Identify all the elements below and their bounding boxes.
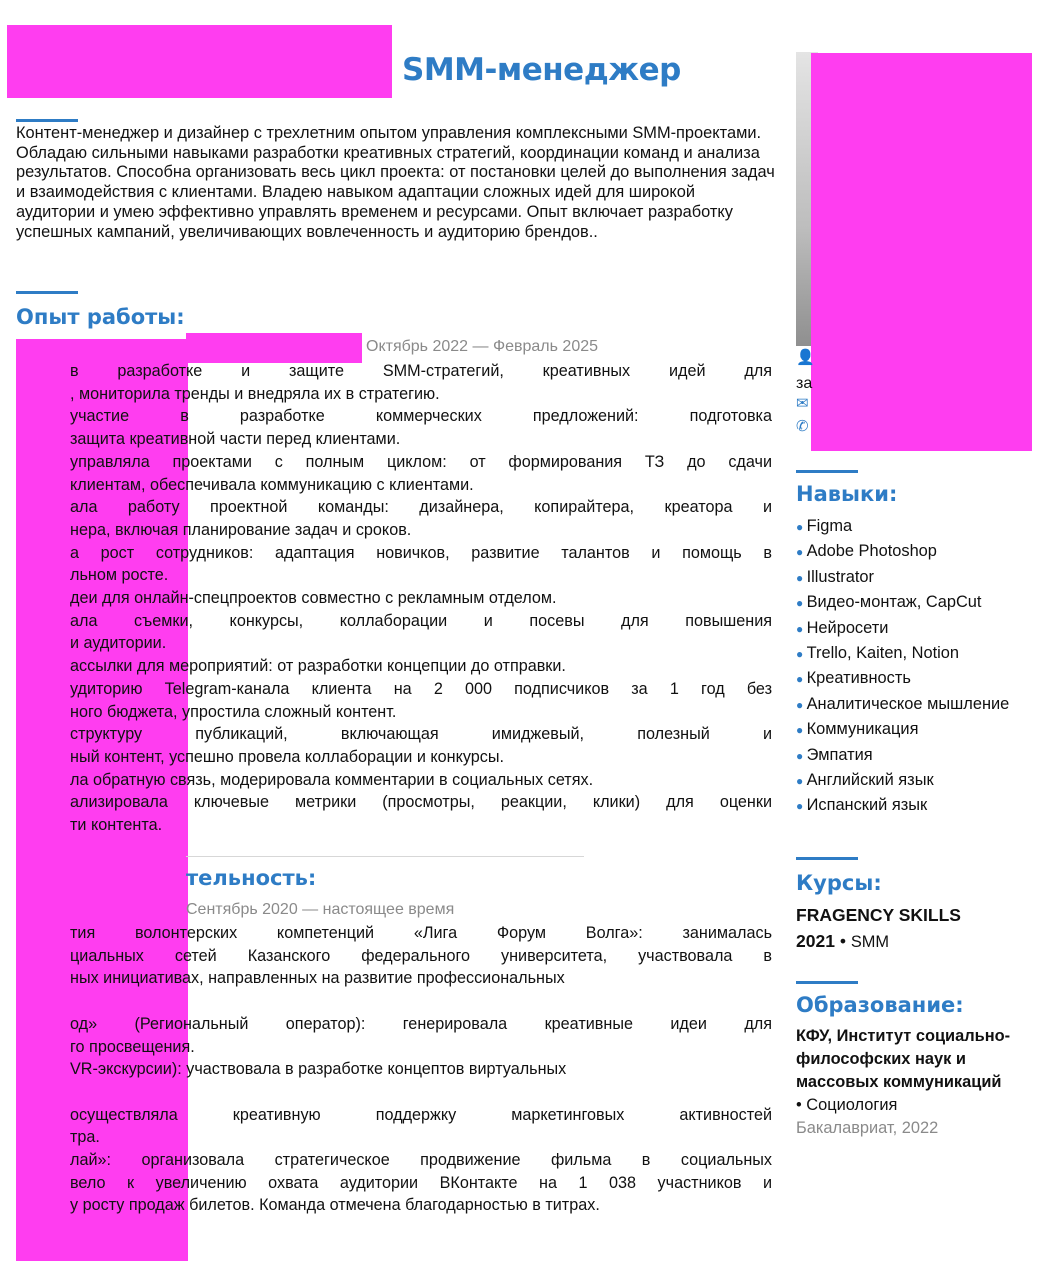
description-line: го просвещения.	[70, 1037, 195, 1056]
description-line: клиентам, обеспечивала коммуникацию с клиентами.	[70, 475, 474, 494]
bullet-icon: ●	[796, 697, 807, 712]
description-line: ала съемки, конкурсы, коллаборации и посевы для повышения	[70, 611, 772, 630]
skill-label: Видео-монтаж, CapCut	[806, 593, 982, 612]
description-line: тия волонтерских компетенций «Лига Форум Волга»: занималась	[70, 924, 772, 942]
summary-text: Контент-менеджер и дизайнер с трехлетним опытом управления комплексными SMM-проектами. Обладаю сильными навыками разработки креативных стратегий, координации команд и анализа результатов. Способна организовать весь цикл проекта: от постановки целей до выполнения задач и взаимодействия с клиентами. Владею навыком адаптации сложных идей для широкой аудитории и умею эффективно управлять временем и ресурсами. Опыт включает разработку успешных кампаний, увеличивающих вовлеченность и аудиторию брендов..	[16, 124, 775, 241]
redacted-company-block	[186, 333, 362, 363]
description-line: в разработке и защите SMM-стратегий, креативных идей для	[70, 362, 772, 380]
skill-label: Креативность	[806, 669, 911, 688]
education-major: Социология	[806, 1096, 898, 1114]
description-line: ассылки для мероприятий: от разработки концепции до отправки.	[70, 657, 566, 676]
location-text: за	[796, 375, 813, 392]
skill-label: Illustrator	[806, 567, 874, 586]
description-line: од» (Региональный оператор): генерировала креативные идеи для	[70, 1014, 772, 1033]
skill-label: Нейросети	[806, 618, 889, 637]
education-entry	[796, 1025, 1034, 1140]
bullet-icon: ●	[796, 596, 807, 611]
skill-label: Adobe Photoshop	[806, 542, 937, 561]
education-accent-line	[796, 981, 858, 984]
description-line: нера, включая планирование задач и сроков.	[70, 520, 412, 539]
description-line: деи для онлайн-спецпроектов совместно с рекламным отделом.	[70, 589, 557, 608]
bullet-icon: ●	[796, 773, 807, 788]
skill-item	[796, 794, 1031, 817]
skill-item	[796, 540, 1031, 563]
skill-label: Английский язык	[806, 770, 934, 789]
bullet-icon: ●	[796, 748, 807, 763]
bullet-icon: ●	[796, 672, 807, 687]
activity-description	[70, 922, 772, 1217]
description-line: ала работу проектной команды: дизайнера, копирайтера, креатора и	[70, 498, 772, 517]
skill-item	[796, 744, 1031, 767]
skill-item	[796, 667, 1031, 690]
description-line: ного бюджета, упростила сложный контент.	[70, 702, 397, 721]
skills-list	[796, 515, 1031, 820]
skill-item	[796, 693, 1031, 716]
bullet-icon: ●	[796, 621, 807, 636]
description-line: защита креативной части перед клиентами.	[70, 430, 401, 449]
skill-item	[796, 769, 1031, 792]
bullet-icon: ●	[796, 646, 807, 661]
description-line: льном росте.	[70, 566, 169, 585]
education-degree: Бакалавриат, 2022	[796, 1119, 939, 1137]
description-line: лай»: организовала стратегическое продвижение фильма в социальных	[70, 1151, 772, 1170]
education-heading: Образование:	[796, 993, 964, 1017]
experience-accent-line	[16, 291, 78, 294]
person-icon: 👤	[796, 349, 815, 366]
description-line: ла обратную связь, модерировала комментарии в социальных сетях.	[70, 770, 594, 789]
page-title: SMM-менеджер	[402, 52, 681, 88]
course-bullet: •	[839, 931, 851, 951]
description-line	[70, 990, 772, 1013]
description-line: структуру публикаций, включающая имиджевый, полезный и	[70, 725, 772, 744]
education-major-row: • Социология	[796, 1096, 898, 1114]
experience-dates: Октябрь 2022 — Февраль 2025	[366, 338, 599, 355]
courses-heading: Курсы:	[796, 871, 882, 895]
skill-item	[796, 642, 1031, 665]
skill-label: Аналитическое мышление	[806, 694, 1010, 713]
description-line: вело к увеличению охвата аудитории ВКонтакте на 1 038 участников и	[70, 1173, 772, 1192]
skill-item	[796, 591, 1031, 614]
description-line: а рост сотрудников: адаптация новичков, развитие талантов и помощь в	[70, 543, 772, 562]
redacted-photo-block	[811, 53, 1032, 451]
skill-item	[796, 566, 1031, 589]
skills-accent-line	[796, 470, 858, 473]
description-line: циальных сетей Казанского федерального университета, участвовала в	[70, 946, 772, 965]
description-line: ти контента.	[70, 816, 163, 835]
skill-label: Trello, Kaiten, Notion	[806, 643, 960, 662]
courses-accent-line	[796, 857, 858, 860]
course-entry	[796, 902, 996, 955]
description-line: участие в разработке коммерческих предложений: подготовка	[70, 407, 772, 426]
description-line: , мониторила тренды и внедряла их в стратегию.	[70, 384, 440, 403]
bullet-icon: ●	[796, 545, 807, 560]
skill-label: Коммуникация	[806, 720, 919, 739]
skill-item	[796, 515, 1031, 538]
skill-label: Испанский язык	[806, 796, 928, 815]
description-line: осуществляла креативную поддержку маркетинговых активностей	[70, 1105, 772, 1124]
description-line: у росту продаж билетов. Команда отмечена благодарностью в титрах.	[70, 1196, 600, 1215]
education-university: КФУ, Институт социально-философских наук и массовых коммуникаций	[796, 1027, 1011, 1091]
experience-heading: Опыт работы:	[16, 305, 185, 329]
description-line: тра.	[70, 1128, 100, 1147]
description-line: удиторию Telegram-канала клиента на 2 000 подписчиков за 1 год без	[70, 679, 772, 698]
experience-description	[70, 360, 772, 837]
description-line: ализировала ключевые метрики (просмотры, реакции, клики) для оценки	[70, 793, 772, 812]
course-year: 2021	[796, 931, 835, 951]
activity-heading: тельность:	[186, 866, 317, 890]
skill-item	[796, 617, 1031, 640]
redacted-name-block	[7, 25, 392, 98]
description-line	[70, 1081, 772, 1104]
course-name: FRAGENCY SKILLS	[796, 905, 961, 925]
description-line: ных инициативах, направленных на развитие профессиональных	[70, 969, 565, 988]
description-line: и аудитории.	[70, 634, 167, 653]
phone-icon[interactable]: ✆	[796, 418, 809, 435]
mail-icon[interactable]: ✉	[796, 395, 809, 412]
skill-label: Figma	[806, 517, 853, 535]
section-divider	[186, 856, 584, 857]
bullet-icon: ●	[796, 570, 807, 585]
bullet-icon: ●	[796, 520, 807, 534]
summary-accent-line	[16, 119, 78, 122]
description-line: ный контент, успешно провела коллаборации и конкурсы.	[70, 747, 504, 766]
course-topic: SMM	[850, 933, 890, 951]
bullet-icon: ●	[796, 799, 807, 814]
skills-heading: Навыки:	[796, 482, 898, 506]
description-line: управляла проектами с полным циклом: от формирования ТЗ до сдачи	[70, 452, 772, 471]
bullet-icon: ●	[796, 723, 807, 738]
skill-label: Эмпатия	[806, 745, 873, 764]
activity-dates: Сентябрь 2020 — настоящее время	[186, 901, 455, 918]
skill-item	[796, 718, 1031, 741]
description-line: VR-экскурсии): участвовала в разработке концептов виртуальных	[70, 1060, 567, 1079]
